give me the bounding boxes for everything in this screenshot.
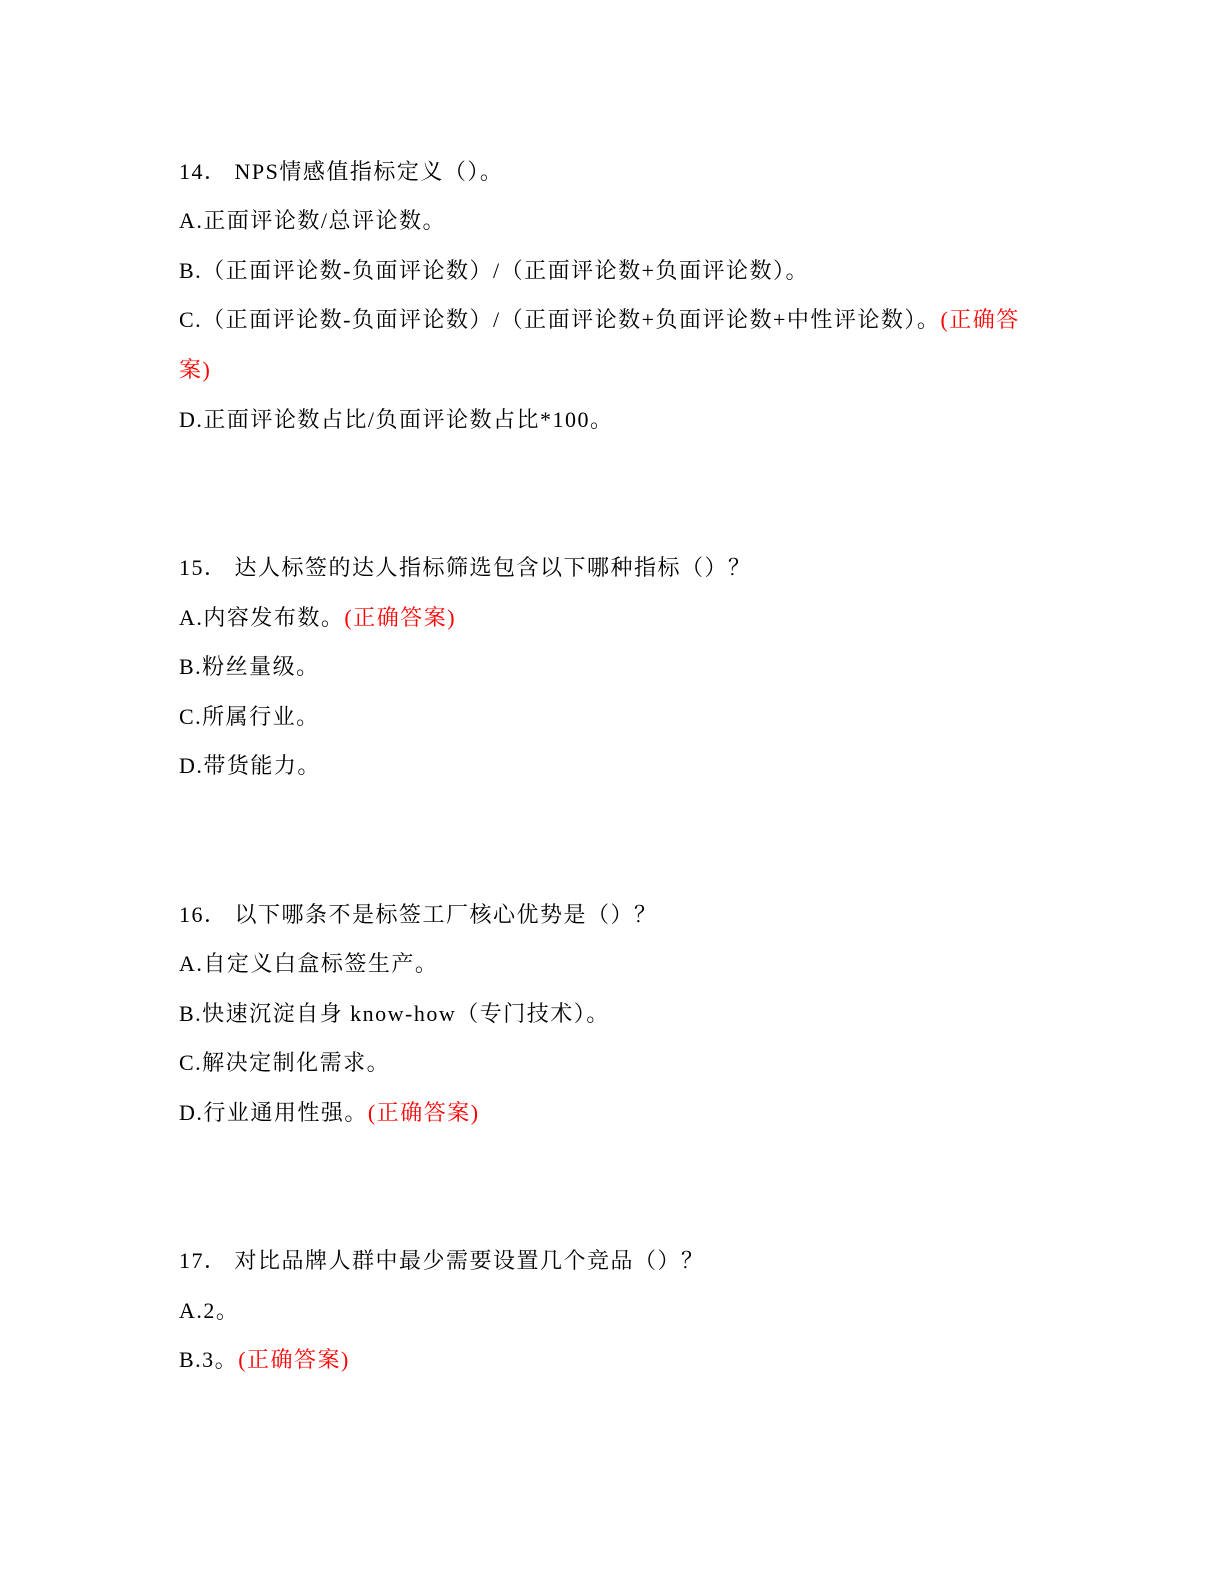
option-a-text: A.内容发布数。: [179, 605, 345, 630]
option-a-text: A.自定义白盒标签生产。: [179, 951, 439, 976]
option-d-text: D.正面评论数占比/负面评论数占比*100。: [179, 407, 614, 432]
option-c-text: C.解决定制化需求。: [179, 1050, 391, 1075]
question-14-stem-text: 14． NPS情感值指标定义（）。: [179, 159, 504, 184]
correct-answer-mark-continued: 案): [179, 357, 212, 382]
question-17-option-b: [179, 1346, 1049, 1374]
correct-answer-mark: (正确答案): [367, 1100, 480, 1125]
question-14-option-d: [179, 406, 1049, 434]
question-16-option-c: [179, 1049, 1049, 1077]
question-16-option-d: [179, 1099, 1049, 1127]
question-17-stem: [179, 1247, 1049, 1275]
question-15-option-b: [179, 653, 1049, 681]
correct-answer-mark: (正确答案): [238, 1347, 350, 1372]
option-b-text: B.快速沉淀自身 know-how（专门技术）。: [179, 1001, 610, 1026]
question-17-option-a: [179, 1297, 1049, 1325]
question-15-option-c: [179, 703, 1049, 731]
question-15-option-a: [179, 604, 1049, 632]
question-16-option-a: [179, 950, 1049, 978]
question-17-stem-text: 17． 对比品牌人群中最少需要设置几个竞品（）？: [179, 1248, 705, 1273]
question-14-option-a: [179, 207, 1049, 235]
question-14-option-b: [179, 257, 1049, 285]
question-14-option-c: [179, 306, 1049, 334]
question-15-option-d: [179, 752, 1049, 780]
option-b-text: B.3。: [179, 1347, 239, 1372]
correct-answer-mark: (正确答案): [344, 605, 457, 630]
option-c-text: C.（正面评论数-负面评论数）/（正面评论数+负面评论数+中性评论数）。: [179, 307, 941, 332]
option-a-text: A.正面评论数/总评论数。: [179, 208, 447, 233]
question-14-stem: [179, 158, 1049, 186]
question-16-option-b: [179, 1000, 1049, 1028]
option-b-text: B.粉丝量级。: [179, 654, 320, 679]
question-16-stem: [179, 901, 1049, 929]
option-b-text: B.（正面评论数-负面评论数）/（正面评论数+负面评论数）。: [179, 258, 810, 283]
option-d-text: D.行业通用性强。: [179, 1100, 368, 1125]
question-15-stem: [179, 554, 1049, 582]
option-a-text: A.2。: [179, 1298, 240, 1323]
question-16-stem-text: 16． 以下哪条不是标签工厂核心优势是（）？: [179, 902, 658, 927]
option-d-text: D.带货能力。: [179, 753, 321, 778]
question-15-stem-text: 15． 达人标签的达人指标筛选包含以下哪种指标（）？: [179, 555, 752, 580]
question-14-option-c-continued: [179, 356, 1049, 384]
correct-answer-mark: (正确答: [940, 307, 1020, 332]
option-c-text: C.所属行业。: [179, 704, 320, 729]
